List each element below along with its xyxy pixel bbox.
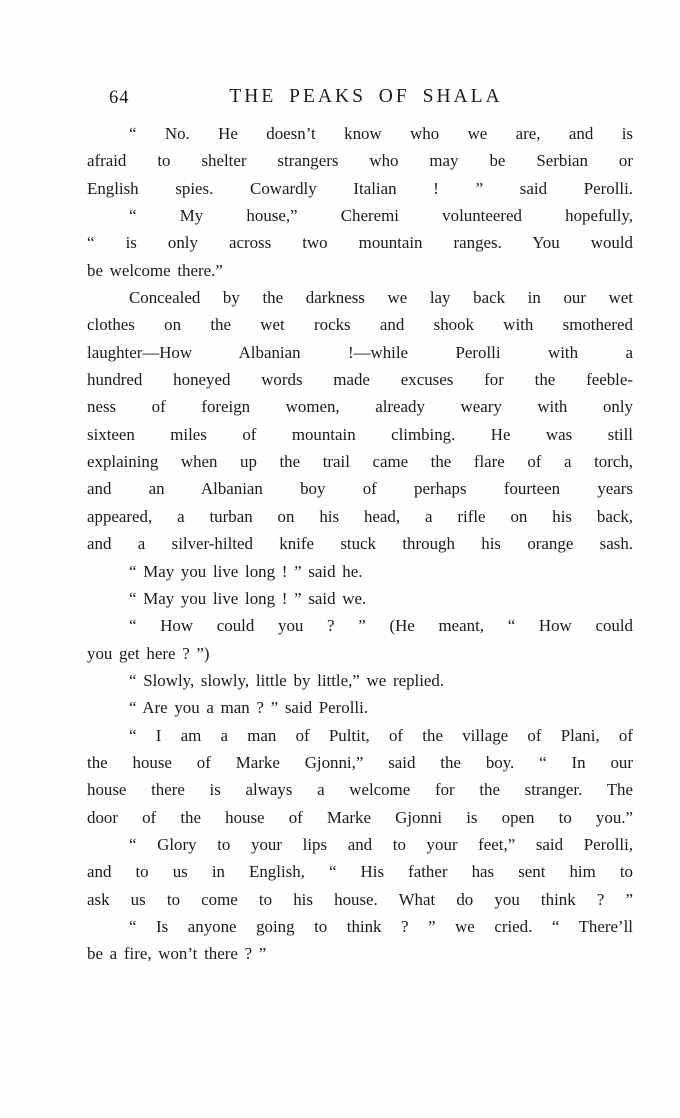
paragraph [87,202,633,284]
text-line: “ Slowly, slowly, little by little,” we replied. [129,670,445,690]
text-line: the house of Marke Gjonni,” said the boy. “ In our [87,752,633,772]
text-line: “ I am a man of Pultit, of the village of Plani, of [129,725,633,745]
text-block [87,86,633,968]
text-line: afraid to shelter strangers who may be Serbian or [87,151,633,171]
paragraph [87,585,633,612]
paragraph [87,694,633,721]
text-line: door of the house of Marke Gjonni is open to you.” [87,807,633,827]
text-line: “ No. He doesn’t know who we are, and is [129,124,633,143]
text-line: explaining when up the trail came the flare of a torch, [87,452,633,472]
paragraph [87,612,633,667]
text-line: “ Are you a man ? ” said Perolli. [129,698,369,718]
text-line: sixteen miles of mountain climbing. He was still [87,424,633,444]
text-line: clothes on the wet rocks and shook with smothered [87,315,633,335]
text-line: be welcome there.” [87,260,223,280]
paragraph [87,913,633,968]
text-line: “ My house,” Cheremi volunteered hopefully, [129,206,633,226]
text-line: and to us in English, “ His father has sent him to [87,862,633,882]
paragraph [87,667,633,694]
text-line: and an Albanian boy of perhaps fourteen years [87,479,633,499]
text-line: ness of foreign women, already weary with only [87,397,633,417]
text-line: appeared, a turban on his head, a rifle on his back, [87,506,633,526]
paragraph [87,831,633,913]
paragraph [87,284,633,557]
text-line: house there is always a welcome for the stranger. The [87,780,633,800]
text-line: “ Glory to your lips and to your feet,” said Perolli, [129,834,633,854]
paragraph [87,120,633,202]
text-line: you get here ? ”) [87,643,210,663]
page-number: 64 [109,88,130,108]
text-line: “ Is anyone going to think ? ” we cried. “ There’ll [129,916,633,936]
text-line: be a fire, won’t there ? ” [87,944,267,964]
paragraph [87,558,633,585]
text-line: “ How could you ? ” (He meant, “ How could [129,616,633,636]
text-line: English spies. Cowardly Italian ! ” said Perolli. [87,178,633,198]
text-line: ask us to come to his house. What do you think ? ” [87,889,633,909]
text-line: hundred honeyed words made excuses for the feeble- [87,370,633,390]
text-line: and a silver-hilted knife stuck through his orange sash. [87,534,633,554]
paragraph [87,722,633,831]
running-head [87,86,633,116]
page-body [87,120,633,968]
text-line: “ May you live long ! ” said he. [129,561,363,581]
text-line: Concealed by the darkness we lay back in our wet [129,288,633,308]
text-line: “ May you live long ! ” said we. [129,588,367,608]
text-line: “ is only across two mountain ranges. You would [87,233,633,253]
running-header-title: THE PEAKS OF SHALA [229,86,503,107]
text-line: laughter—How Albanian !—while Perolli with a [87,342,633,362]
